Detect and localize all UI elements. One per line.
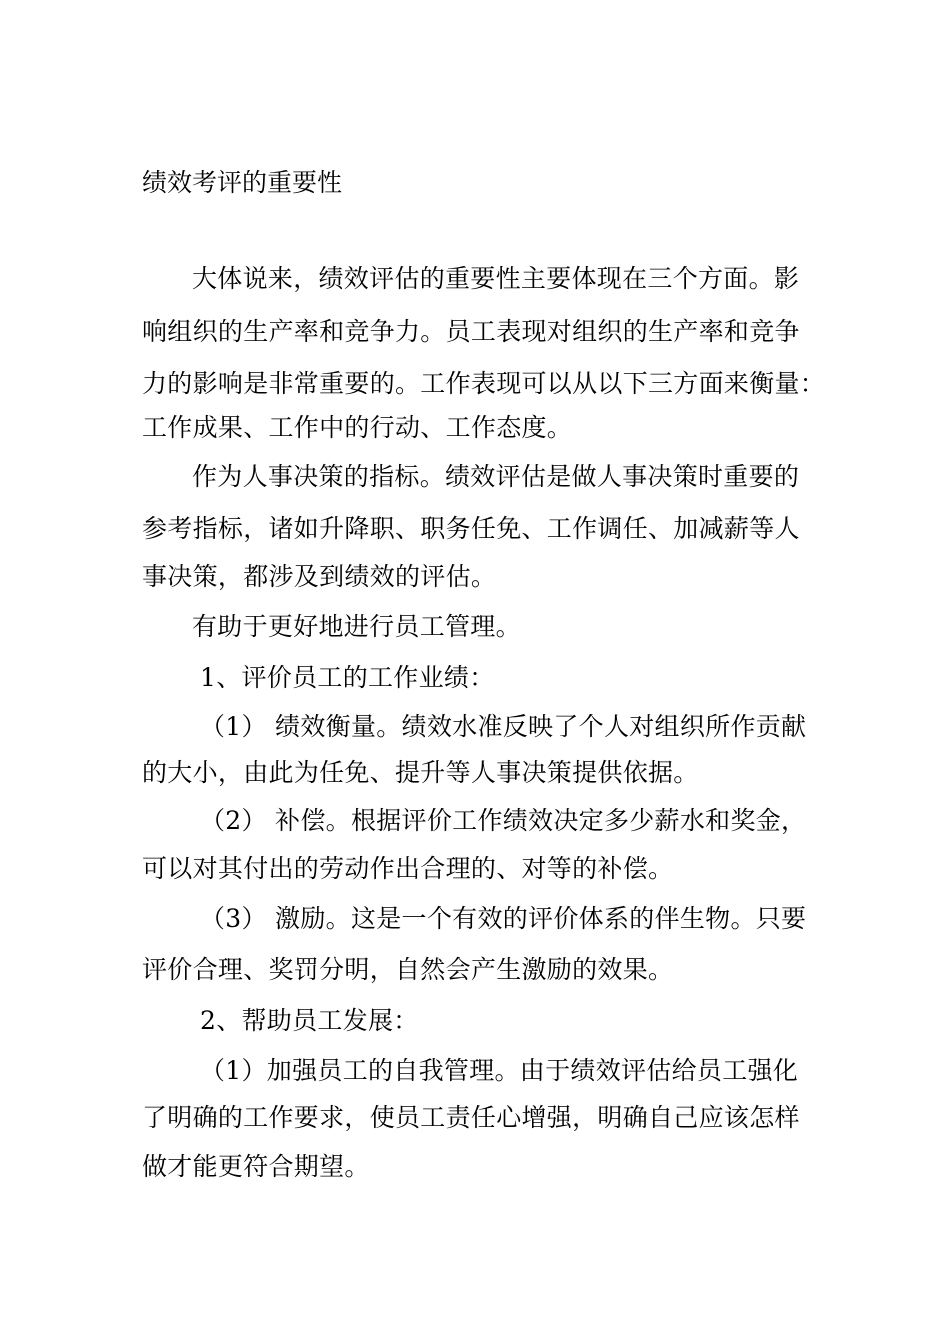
paragraph-line: 力的影响是非常重要的。工作表现可以从以下三方面来衡量： [142, 369, 826, 398]
section-heading: 1、评价员工的工作业绩： [200, 663, 495, 692]
paragraph-line: 响组织的生产率和竞争力。员工表现对组织的生产率和竞争 [142, 317, 800, 346]
paragraph-line: 参考指标，诸如升降职、职务任免、工作调任、加减薪等人 [142, 514, 800, 543]
paragraph-line: 工作成果、工作中的行动、工作态度。 [142, 413, 573, 442]
paragraph-line: 了明确的工作要求，使员工责任心增强，明确自己应该怎样 [142, 1103, 800, 1132]
paragraph-line: 作为人事决策的指标。绩效评估是做人事决策时重要的 [192, 462, 800, 491]
paragraph-line: 事决策，都涉及到绩效的评估。 [142, 562, 497, 591]
page-title: 绩效考评的重要性 [142, 168, 343, 197]
paragraph-line: 评价合理、奖罚分明，自然会产生激励的效果。 [142, 955, 674, 984]
list-item: （1） 绩效衡量。绩效水准反映了个人对组织所作贡献 [200, 712, 807, 741]
paragraph-line: 大体说来，绩效评估的重要性主要体现在三个方面。影 [192, 264, 800, 293]
paragraph-line: 有助于更好地进行员工管理。 [192, 612, 521, 641]
list-item: （2） 补偿。根据评价工作绩效决定多少薪水和奖金， [200, 806, 807, 835]
paragraph-line: 做才能更符合期望。 [142, 1152, 370, 1181]
paragraph-line: 的大小，由此为任免、提升等人事决策提供依据。 [142, 758, 699, 787]
section-heading: 2、帮助员工发展： [200, 1006, 419, 1035]
paragraph-line: 可以对其付出的劳动作出合理的、对等的补偿。 [142, 854, 674, 883]
list-item: （3） 激励。这是一个有效的评价体系的伴生物。只要 [200, 904, 807, 933]
list-item: （1）加强员工的自我管理。由于绩效评估给员工强化 [200, 1056, 799, 1085]
